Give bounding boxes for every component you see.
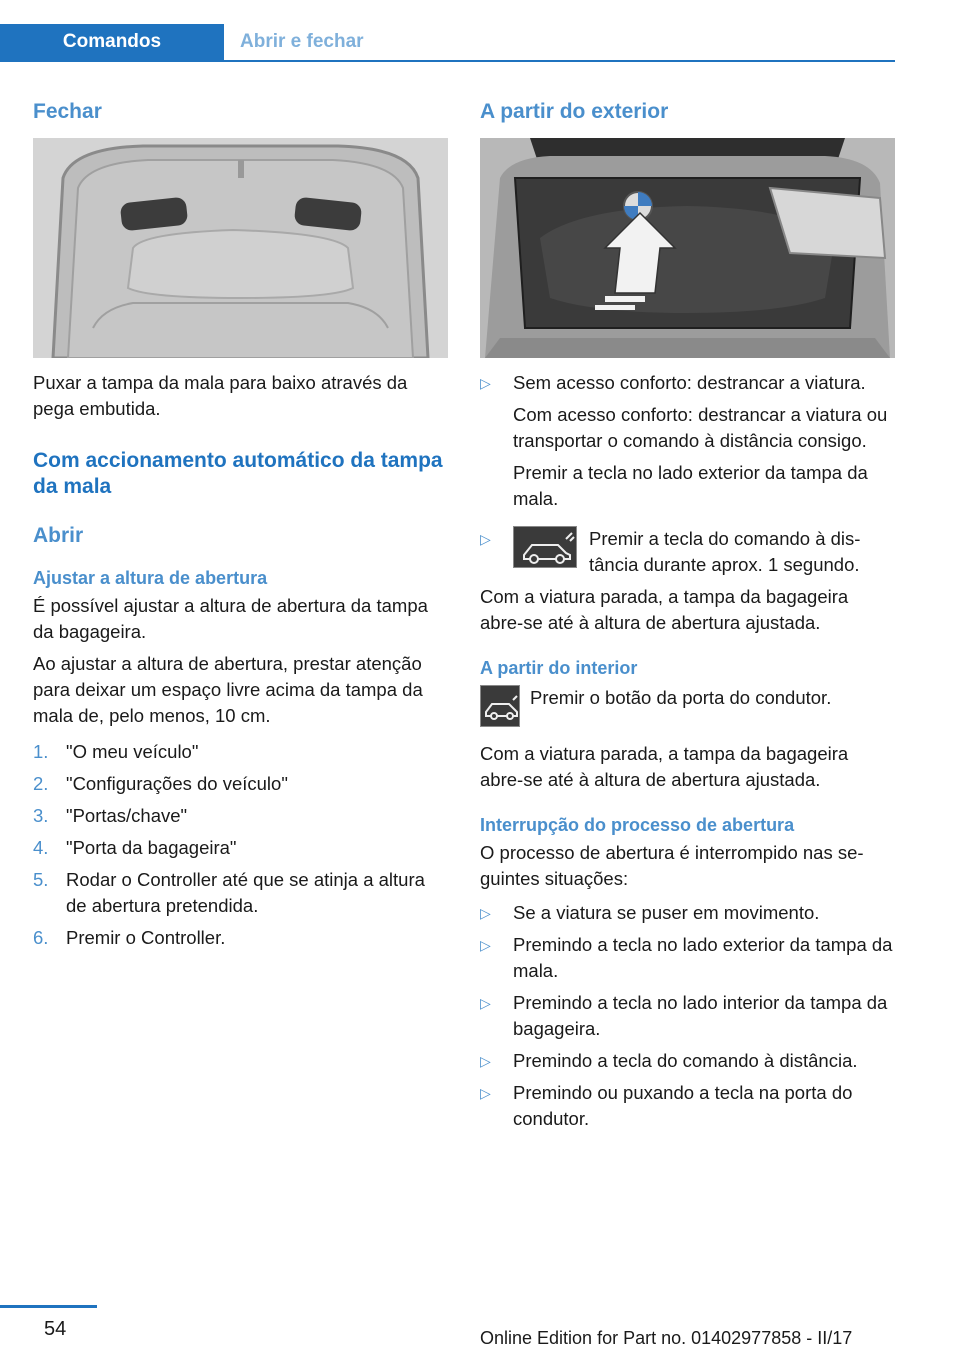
list-item <box>480 526 895 578</box>
tab-abrir-e-fechar: Abrir e fechar <box>240 31 364 52</box>
triangle-bullet-icon: ▷ <box>480 375 491 391</box>
interior-after-text: Com a viatura parada, a tampa da bagageira abre-se até à altura de abertura ajustada. <box>480 743 849 790</box>
list-item <box>33 739 448 765</box>
step-text: "Portas/chave" <box>66 805 188 826</box>
list-item <box>33 867 448 919</box>
header-rule <box>0 60 895 62</box>
interrupt-heading: Interrupção do processo de abertura <box>480 815 795 835</box>
list-item <box>33 835 448 861</box>
bullet-text: Premir a tecla no lado exterior da tampa da mala. <box>513 462 868 509</box>
exterior-heading: A partir do exterior <box>480 100 669 123</box>
bullet-text: Premindo ou puxando a tecla na porta do condutor. <box>513 1082 853 1129</box>
bullet-text: Com acesso conforto: destrancar a viatura ou transportar o comando à distância consigo. <box>513 404 888 451</box>
triangle-bullet-icon: ▷ <box>480 905 491 921</box>
bullet-text: Sem acesso conforto: destrancar a viatura. <box>513 372 866 393</box>
list-item <box>33 771 448 797</box>
triangle-bullet-icon: ▷ <box>480 995 491 1011</box>
exterior-after-text: Com a viatura parada, a tampa da bagageira abre-se até à altura de abertura ajustada. <box>480 586 849 633</box>
footer-rule <box>0 1305 97 1308</box>
interrupt-list <box>480 900 895 1132</box>
ajustar-paragraph-1: É possível ajustar a altura de abertura da tampa da bagageira. <box>33 595 428 642</box>
list-item <box>480 990 895 1042</box>
step-number: 1. <box>33 741 49 762</box>
car-rear-image <box>480 138 895 358</box>
left-column <box>33 100 448 957</box>
step-text: "O meu veículo" <box>66 741 199 762</box>
trunk-lid-illustration <box>33 138 448 358</box>
bullet-text: Premindo a tecla no lado exterior da tampa da mala. <box>513 934 893 981</box>
list-item <box>480 370 895 512</box>
driver-door-trunk-button-icon <box>480 685 520 727</box>
ajustar-paragraph-2: Ao ajustar a altura de abertura, prestar atenção para deixar um espaço livre acima da tampa da mala de, pelo menos, 10 cm. <box>33 653 423 726</box>
ajustar-heading: Ajustar a altura de abertura <box>33 568 268 588</box>
interior-heading: A partir do interior <box>480 658 638 678</box>
remote-key-trunk-icon <box>513 526 577 568</box>
steps-list <box>33 739 448 951</box>
step-text: "Porta da bagageira" <box>66 837 237 858</box>
step-number: 3. <box>33 805 49 826</box>
step-number: 2. <box>33 773 49 794</box>
tab-comandos: Comandos <box>0 24 224 60</box>
page-number: 54 <box>44 1318 67 1340</box>
triangle-bullet-icon: ▷ <box>480 1085 491 1101</box>
page-header <box>0 24 895 62</box>
step-text: Rodar o Controller até que se atinja a altura de abertura pretendida. <box>66 869 425 916</box>
triangle-bullet-icon: ▷ <box>480 531 491 547</box>
edition-text: Online Edition for Part no. 01402977858 - II/17 <box>480 1328 853 1348</box>
step-text: Premir o Controller. <box>66 927 226 948</box>
step-number: 4. <box>33 837 49 858</box>
interrupt-text: O processo de abertura é interrompido nas seguintes situações: <box>480 842 864 889</box>
fechar-heading: Fechar <box>33 100 102 123</box>
list-item <box>480 932 895 984</box>
bullet-text: Premindo a tecla no lado interior da tampa da bagageira. <box>513 992 888 1039</box>
auto-heading: Com accionamento automático da tampa da mala <box>33 449 443 498</box>
step-number: 5. <box>33 869 49 890</box>
step-text: "Configurações do veículo" <box>66 773 288 794</box>
list-item <box>33 925 448 951</box>
interior-row <box>480 685 895 727</box>
list-item <box>480 1080 895 1132</box>
car-rear-illustration <box>480 138 895 358</box>
bullet-text: Premindo a tecla do comando à distância. <box>513 1050 858 1071</box>
abrir-heading: Abrir <box>33 524 84 547</box>
interior-text: Premir o botão da porta do condutor. <box>530 687 832 708</box>
list-item <box>480 900 895 926</box>
bullet-text: Premir a tecla do comando à distância durante aprox. 1 segundo. <box>589 528 861 575</box>
right-column <box>480 100 895 1138</box>
step-number: 6. <box>33 927 49 948</box>
exterior-list-1 <box>480 370 895 578</box>
triangle-bullet-icon: ▷ <box>480 1053 491 1069</box>
bullet-text: Se a viatura se puser em movimento. <box>513 902 820 923</box>
fechar-text: Puxar a tampa da mala para baixo através da pega embutida. <box>33 372 408 419</box>
trunk-lid-inside-image <box>33 138 448 358</box>
list-item <box>33 803 448 829</box>
bullet-text-block <box>513 370 895 512</box>
list-item <box>480 1048 895 1074</box>
triangle-bullet-icon: ▷ <box>480 937 491 953</box>
